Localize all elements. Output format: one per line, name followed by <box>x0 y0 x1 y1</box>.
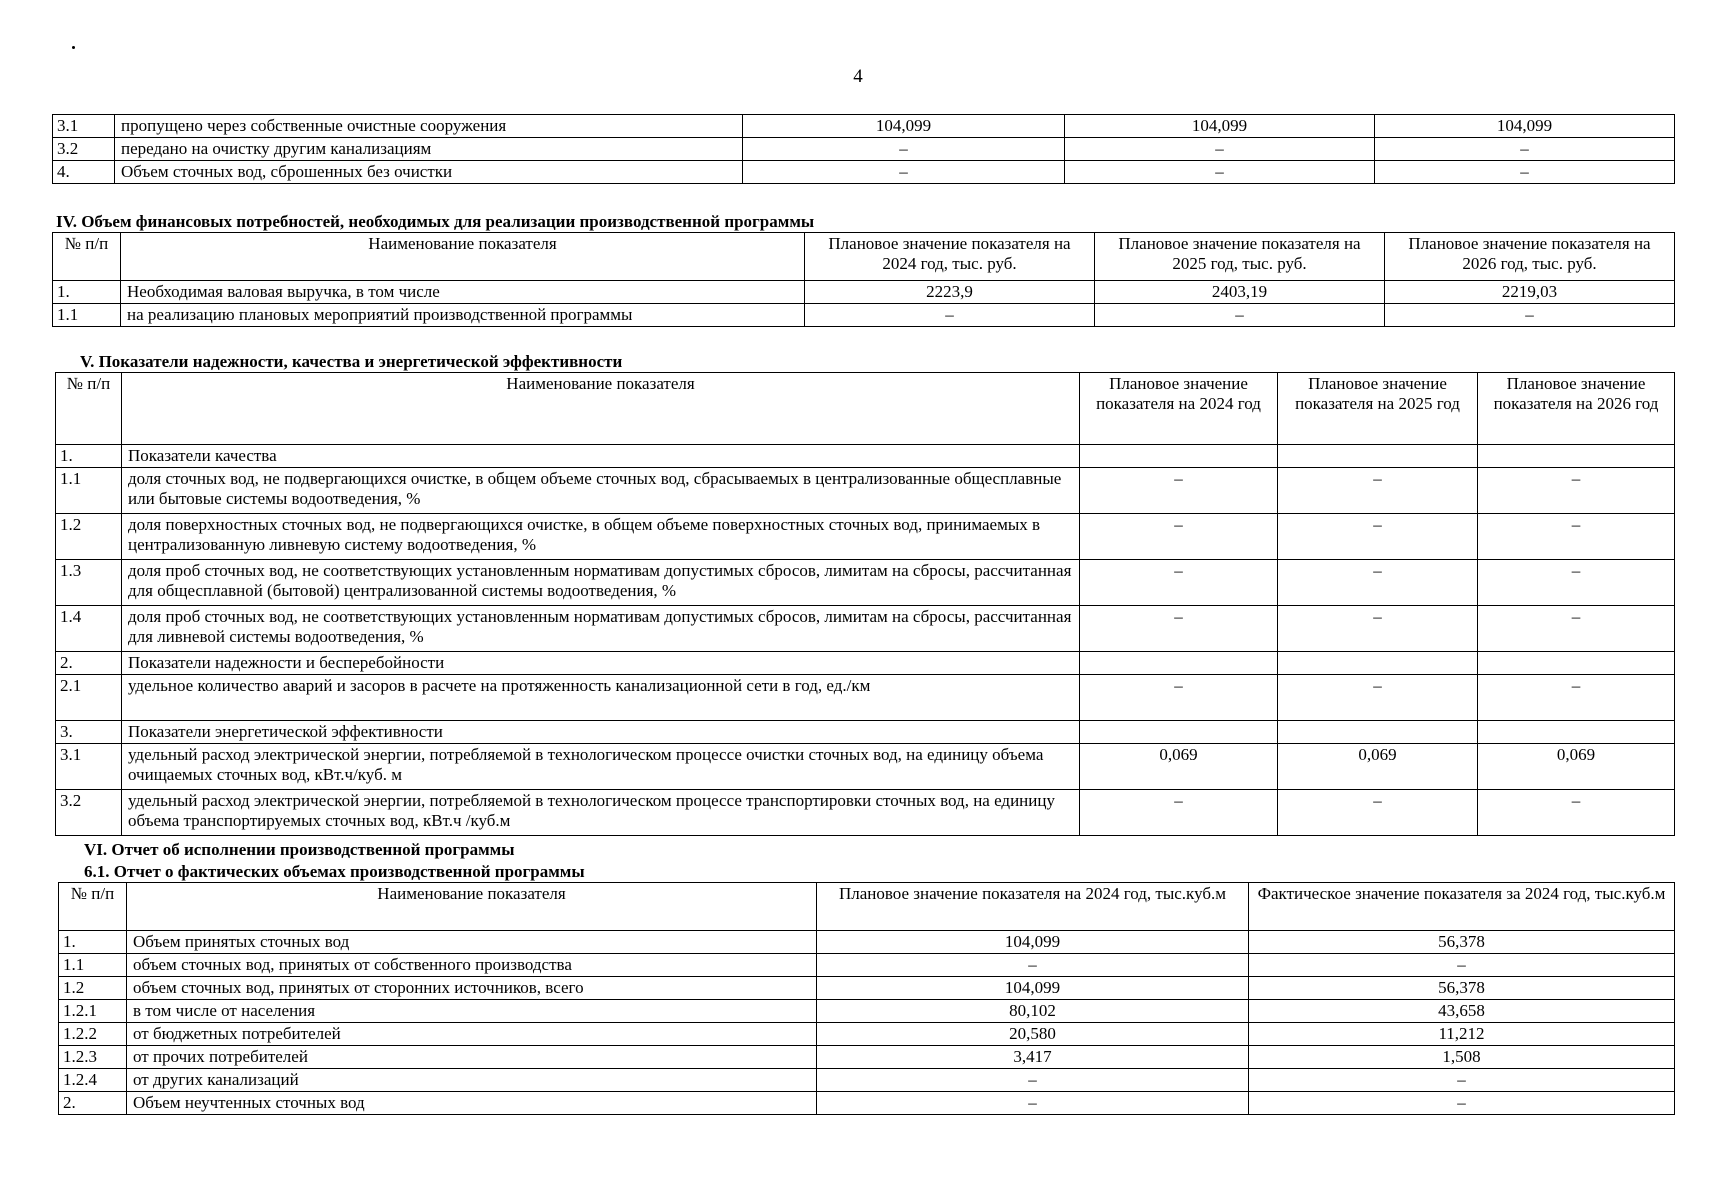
table-row <box>56 721 1675 744</box>
indicator-name: от прочих потребителей <box>127 1046 817 1069</box>
indicator-name: удельный расход электрической энергии, потребляемой в технологическом процессе транспортировки сточных вод, на единицу объема транспортируемых сточных вод, кВт.ч /куб.м <box>122 790 1080 836</box>
value-cell-v1: – <box>817 1092 1249 1115</box>
row-number: 1.3 <box>56 560 122 606</box>
header-name: Наименование показателя <box>122 373 1080 445</box>
value-cell-v1: 80,102 <box>817 1000 1249 1023</box>
header-actual-2024: Фактическое значение показателя за 2024 год, тыс.куб.м <box>1249 883 1675 931</box>
scan-speck <box>72 46 75 49</box>
table-row <box>53 281 1675 304</box>
row-number: 1.2.3 <box>59 1046 127 1069</box>
value-cell-v2: 0,069 <box>1278 744 1478 790</box>
table-row <box>56 652 1675 675</box>
financial-needs-table <box>52 232 1675 327</box>
indicator-name: доля поверхностных сточных вод, не подвергающихся очистке, в общем объеме поверхностных сточных вод, принимаемых в централизованную ливневую систему водоотведения, % <box>122 514 1080 560</box>
value-cell-v3: – <box>1478 606 1675 652</box>
value-cell-v1: 104,099 <box>743 115 1065 138</box>
value-cell-v2: – <box>1095 304 1385 327</box>
indicator-name: от других канализаций <box>127 1069 817 1092</box>
value-cell-v2: – <box>1278 790 1478 836</box>
value-cell-v2: 56,378 <box>1249 977 1675 1000</box>
value-cell-v2 <box>1278 445 1478 468</box>
indicator-name: Показатели надежности и бесперебойности <box>122 652 1080 675</box>
value-cell-v3 <box>1478 445 1675 468</box>
value-cell-v3: – <box>1375 161 1675 184</box>
header-plan-2025: Плановое значение показателя на 2025 год <box>1278 373 1478 445</box>
value-cell-v1: – <box>1080 606 1278 652</box>
value-cell-v1: – <box>1080 675 1278 721</box>
value-cell-v1: – <box>1080 468 1278 514</box>
indicator-name: передано на очистку другим канализациям <box>115 138 743 161</box>
table-row <box>53 161 1675 184</box>
table-row <box>56 560 1675 606</box>
value-cell-v3 <box>1478 721 1675 744</box>
table-row <box>56 468 1675 514</box>
table-row <box>59 1046 1675 1069</box>
value-cell-v2: 104,099 <box>1065 115 1375 138</box>
header-plan-2024: Плановое значение показателя на 2024 год, тыс.куб.м <box>817 883 1249 931</box>
row-number: 1.1 <box>53 304 121 327</box>
header-name: Наименование показателя <box>121 233 805 281</box>
section-6-title: VI. Отчет об исполнении производственной программы <box>84 840 515 859</box>
value-cell-v1: – <box>743 161 1065 184</box>
indicator-name: на реализацию плановых мероприятий производственной программы <box>121 304 805 327</box>
actual-volumes-table <box>58 882 1675 1115</box>
row-number: 1.4 <box>56 606 122 652</box>
table-row <box>56 514 1675 560</box>
value-cell-v1 <box>1080 445 1278 468</box>
row-number: 1. <box>59 931 127 954</box>
row-number: 1.2.1 <box>59 1000 127 1023</box>
header-plan-2024: Плановое значение показателя на 2024 год <box>1080 373 1278 445</box>
row-number: 3. <box>56 721 122 744</box>
row-number: 3.2 <box>53 138 115 161</box>
value-cell-v1: 2223,9 <box>805 281 1095 304</box>
indicator-name: Необходимая валовая выручка, в том числе <box>121 281 805 304</box>
value-cell-v2: – <box>1278 514 1478 560</box>
value-cell-v1: 20,580 <box>817 1023 1249 1046</box>
row-number: 1.2.2 <box>59 1023 127 1046</box>
row-number: 1. <box>53 281 121 304</box>
table-row <box>59 1069 1675 1092</box>
value-cell-v2: 43,658 <box>1249 1000 1675 1023</box>
value-cell-v1: – <box>805 304 1095 327</box>
row-number: 2. <box>59 1092 127 1115</box>
value-cell-v1: – <box>1080 790 1278 836</box>
indicator-name: Показатели энергетической эффективности <box>122 721 1080 744</box>
table-row <box>56 744 1675 790</box>
value-cell-v3: – <box>1478 675 1675 721</box>
row-number: 1.2 <box>59 977 127 1000</box>
value-cell-v3: 104,099 <box>1375 115 1675 138</box>
value-cell-v2: – <box>1249 1069 1675 1092</box>
header-plan-2024: Плановое значение показателя на 2024 год, тыс. руб. <box>805 233 1095 281</box>
value-cell-v3: – <box>1385 304 1675 327</box>
row-number: 1.2.4 <box>59 1069 127 1092</box>
value-cell-v1 <box>1080 652 1278 675</box>
row-number: 1. <box>56 445 122 468</box>
header-plan-2026: Плановое значение показателя на 2026 год, тыс. руб. <box>1385 233 1675 281</box>
row-number: 1.1 <box>56 468 122 514</box>
value-cell-v1: – <box>1080 560 1278 606</box>
indicator-name: удельный расход электрической энергии, потребляемой в технологическом процессе очистки сточных вод, на единицу объема очищаемых сточных вод, кВт.ч/куб. м <box>122 744 1080 790</box>
value-cell-v1: 0,069 <box>1080 744 1278 790</box>
indicator-name: Показатели качества <box>122 445 1080 468</box>
value-cell-v1: – <box>743 138 1065 161</box>
table-row <box>59 1000 1675 1023</box>
value-cell-v2: – <box>1278 675 1478 721</box>
table-row <box>59 954 1675 977</box>
value-cell-v2: 56,378 <box>1249 931 1675 954</box>
header-plan-2025: Плановое значение показателя на 2025 год, тыс. руб. <box>1095 233 1385 281</box>
row-number: 1.1 <box>59 954 127 977</box>
value-cell-v2: 2403,19 <box>1095 281 1385 304</box>
value-cell-v1: – <box>1080 514 1278 560</box>
indicator-name: объем сточных вод, принятых от собственного производства <box>127 954 817 977</box>
value-cell-v1 <box>1080 721 1278 744</box>
row-number: 3.2 <box>56 790 122 836</box>
table-row <box>56 445 1675 468</box>
value-cell-v2: – <box>1065 138 1375 161</box>
value-cell-v1: 3,417 <box>817 1046 1249 1069</box>
value-cell-v3 <box>1478 652 1675 675</box>
header-num: № п/п <box>59 883 127 931</box>
indicator-name: Объем сточных вод, сброшенных без очистки <box>115 161 743 184</box>
header-name: Наименование показателя <box>127 883 817 931</box>
table-row <box>59 1092 1675 1115</box>
indicator-name: в том числе от населения <box>127 1000 817 1023</box>
value-cell-v2: – <box>1278 468 1478 514</box>
header-num: № п/п <box>56 373 122 445</box>
indicator-name: доля проб сточных вод, не соответствующих установленным нормативам допустимых сбросов, лимитам на сбросы, рассчитанная для ливневой системы водоотведения, % <box>122 606 1080 652</box>
header-num: № п/п <box>53 233 121 281</box>
value-cell-v3: – <box>1478 468 1675 514</box>
table-row <box>53 304 1675 327</box>
indicator-name: пропущено через собственные очистные сооружения <box>115 115 743 138</box>
value-cell-v3: – <box>1375 138 1675 161</box>
value-cell-v1: 104,099 <box>817 931 1249 954</box>
value-cell-v2: – <box>1278 560 1478 606</box>
indicator-name: Объем неучтенных сточных вод <box>127 1092 817 1115</box>
value-cell-v2 <box>1278 721 1478 744</box>
page-number: 4 <box>853 66 863 87</box>
value-cell-v3: – <box>1478 790 1675 836</box>
section-6-1-subtitle: 6.1. Отчет о фактических объемах производственной программы <box>84 862 585 881</box>
value-cell-v2: – <box>1249 954 1675 977</box>
value-cell-v2: 1,508 <box>1249 1046 1675 1069</box>
section-5-title: V. Показатели надежности, качества и энергетической эффективности <box>80 352 623 371</box>
value-cell-v2: – <box>1278 606 1478 652</box>
row-number: 1.2 <box>56 514 122 560</box>
value-cell-v2: – <box>1065 161 1375 184</box>
indicator-name: объем сточных вод, принятых от сторонних источников, всего <box>127 977 817 1000</box>
value-cell-v1: – <box>817 1069 1249 1092</box>
table-row <box>59 977 1675 1000</box>
row-number: 3.1 <box>53 115 115 138</box>
table-row <box>56 606 1675 652</box>
row-number: 4. <box>53 161 115 184</box>
table-row <box>53 115 1675 138</box>
row-number: 2.1 <box>56 675 122 721</box>
table-row <box>59 931 1675 954</box>
value-cell-v3: 0,069 <box>1478 744 1675 790</box>
value-cell-v1: 104,099 <box>817 977 1249 1000</box>
continuation-table <box>52 114 1675 184</box>
value-cell-v3: 2219,03 <box>1385 281 1675 304</box>
row-number: 3.1 <box>56 744 122 790</box>
value-cell-v1: – <box>817 954 1249 977</box>
value-cell-v2 <box>1278 652 1478 675</box>
reliability-indicators-table <box>55 372 1675 836</box>
table-row <box>56 790 1675 836</box>
value-cell-v3: – <box>1478 560 1675 606</box>
indicator-name: Объем принятых сточных вод <box>127 931 817 954</box>
table-row <box>53 138 1675 161</box>
section-4-title: IV. Объем финансовых потребностей, необходимых для реализации производственной программы <box>56 212 815 231</box>
table-row <box>59 1023 1675 1046</box>
indicator-name: доля сточных вод, не подвергающихся очистке, в общем объеме сточных вод, сбрасываемых в централизованные общесплавные или бытовые системы водоотведения, % <box>122 468 1080 514</box>
table-row <box>56 675 1675 721</box>
value-cell-v3: – <box>1478 514 1675 560</box>
value-cell-v2: – <box>1249 1092 1675 1115</box>
indicator-name: доля проб сточных вод, не соответствующих установленным нормативам допустимых сбросов, лимитам на сбросы, рассчитанная для общесплавной (бытовой) централизованной системы водоотведения, % <box>122 560 1080 606</box>
indicator-name: от бюджетных потребителей <box>127 1023 817 1046</box>
row-number: 2. <box>56 652 122 675</box>
indicator-name: удельное количество аварий и засоров в расчете на протяженность канализационной сети в год, ед./км <box>122 675 1080 721</box>
value-cell-v2: 11,212 <box>1249 1023 1675 1046</box>
header-plan-2026: Плановое значение показателя на 2026 год <box>1478 373 1675 445</box>
